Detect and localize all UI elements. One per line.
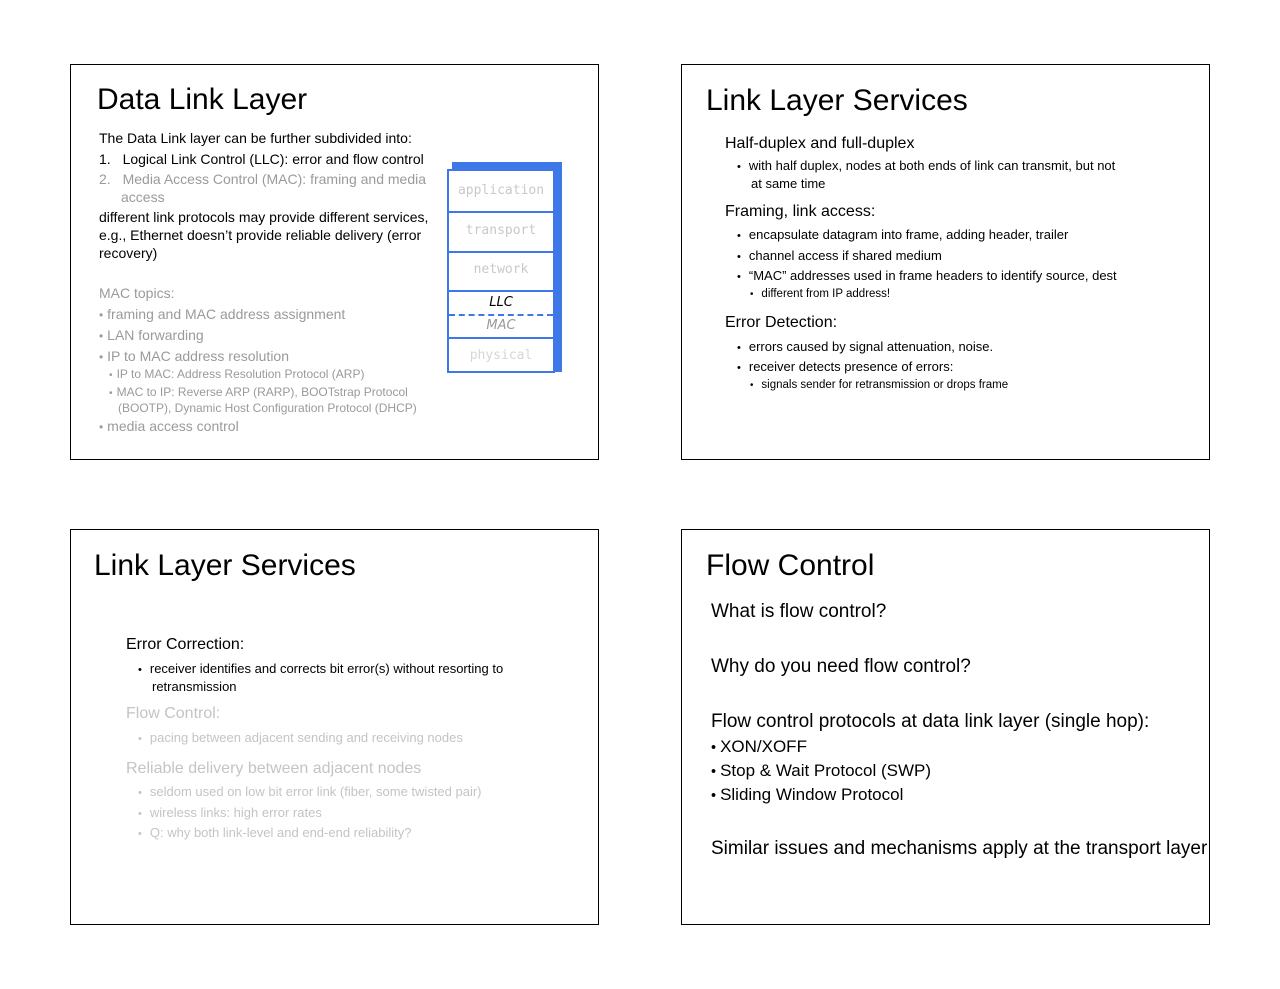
slide-title: Link Layer Services — [706, 84, 968, 117]
bullet-item: • seldom used on low bit error link (fiber, some twisted pair) — [138, 784, 482, 799]
layer-divider — [449, 251, 553, 253]
protocol-item: • Stop & Wait Protocol (SWP) — [711, 761, 931, 781]
closing-text: Similar issues and mechanisms apply at the transport layer — [711, 838, 1208, 859]
slide-title: Flow Control — [706, 549, 875, 582]
bullet-item: • pacing between adjacent sending and receiving nodes — [138, 730, 463, 745]
llc-mac-dashed-divider — [449, 314, 553, 316]
question-text: What is flow control? — [711, 601, 887, 622]
list-text: Media Access Control (MAC): framing and media — [122, 171, 427, 187]
topic-item: • framing and MAC address assignment — [99, 306, 345, 322]
para-line: e.g., Ethernet doesn’t provide reliable delivery (error — [99, 227, 422, 243]
mac-topics-heading: MAC topics: — [99, 285, 175, 301]
subtopic-item-cont: (BOOTP), Dynamic Host Configuration Protocol (DHCP) — [118, 401, 417, 415]
sub-bullet-item: • different from IP address! — [750, 288, 890, 300]
bullet-item: • encapsulate datagram into frame, adding header, trailer — [737, 227, 1068, 242]
bullet-item: • channel access if shared medium — [737, 248, 942, 263]
list-number: 2. — [99, 171, 111, 187]
protocol-item: • Sliding Window Protocol — [711, 785, 903, 805]
list-item-mac — [99, 171, 426, 187]
list-text: Logical Link Control (LLC): error and flow control — [122, 151, 424, 167]
layer-network: network — [473, 262, 529, 277]
section-heading: Half-duplex and full-duplex — [725, 135, 915, 152]
list-item-llc — [99, 151, 424, 167]
intro-text: The Data Link layer can be further subdivided into: — [99, 130, 412, 146]
subtopic-item: • IP to MAC: Address Resolution Protocol (ARP) — [109, 367, 364, 381]
protocol-item: • XON/XOFF — [711, 737, 807, 757]
slide-data-link-layer — [70, 64, 599, 460]
slide-flow-control — [681, 529, 1210, 925]
layer-physical: physical — [469, 348, 533, 363]
section-heading: Error Detection: — [725, 314, 838, 331]
slide-link-layer-services-1 — [681, 64, 1210, 460]
sub-bullet-item: • signals sender for retransmission or drops frame — [750, 379, 1008, 391]
bullet-item: • receiver detects presence of errors: — [737, 359, 953, 374]
para-line: different link protocols may provide different services, — [99, 209, 429, 225]
layer-divider — [449, 337, 553, 339]
layer-mac: MAC — [486, 318, 516, 333]
layer-llc: LLC — [489, 295, 513, 310]
topic-item: • media access control — [99, 418, 239, 434]
question-text: Why do you need flow control? — [711, 656, 971, 677]
layer-divider — [449, 290, 553, 292]
question-text: Flow control protocols at data link layer (single hop): — [711, 711, 1150, 732]
list-number: 1. — [99, 151, 111, 167]
bullet-item: • with half duplex, nodes at both ends of link can transmit, but not — [737, 158, 1115, 173]
slide-link-layer-services-2 — [70, 529, 599, 925]
section-heading: Error Correction: — [126, 636, 245, 653]
protocol-stack — [447, 169, 555, 373]
section-heading: Framing, link access: — [725, 203, 876, 220]
bullet-item: • errors caused by signal attenuation, noise. — [737, 339, 993, 354]
list-text-cont: access — [121, 189, 165, 205]
section-heading: Reliable delivery between adjacent nodes — [126, 760, 422, 777]
layer-divider — [449, 211, 553, 213]
slide-title: Data Link Layer — [97, 83, 308, 116]
topic-item: • IP to MAC address resolution — [99, 348, 289, 364]
para-line: recovery) — [99, 245, 158, 261]
bullet-item-cont: at same time — [751, 176, 826, 191]
bullet-item: • wireless links: high error rates — [138, 805, 322, 820]
section-heading: Flow Control: — [126, 705, 221, 722]
bullet-item: • “MAC” addresses used in frame headers to identify source, dest — [737, 268, 1117, 283]
topic-item: • LAN forwarding — [99, 327, 204, 343]
slide-title: Link Layer Services — [94, 549, 356, 582]
subtopic-item: • MAC to IP: Reverse ARP (RARP), BOOTstrap Protocol — [109, 385, 408, 399]
layer-transport: transport — [465, 223, 537, 238]
bullet-item: • Q: why both link-level and end-end reliability? — [138, 825, 411, 840]
bullet-item: • receiver identifies and corrects bit error(s) without resorting to — [138, 661, 503, 676]
bullet-item-cont: retransmission — [152, 679, 237, 694]
layer-application: application — [457, 183, 545, 198]
